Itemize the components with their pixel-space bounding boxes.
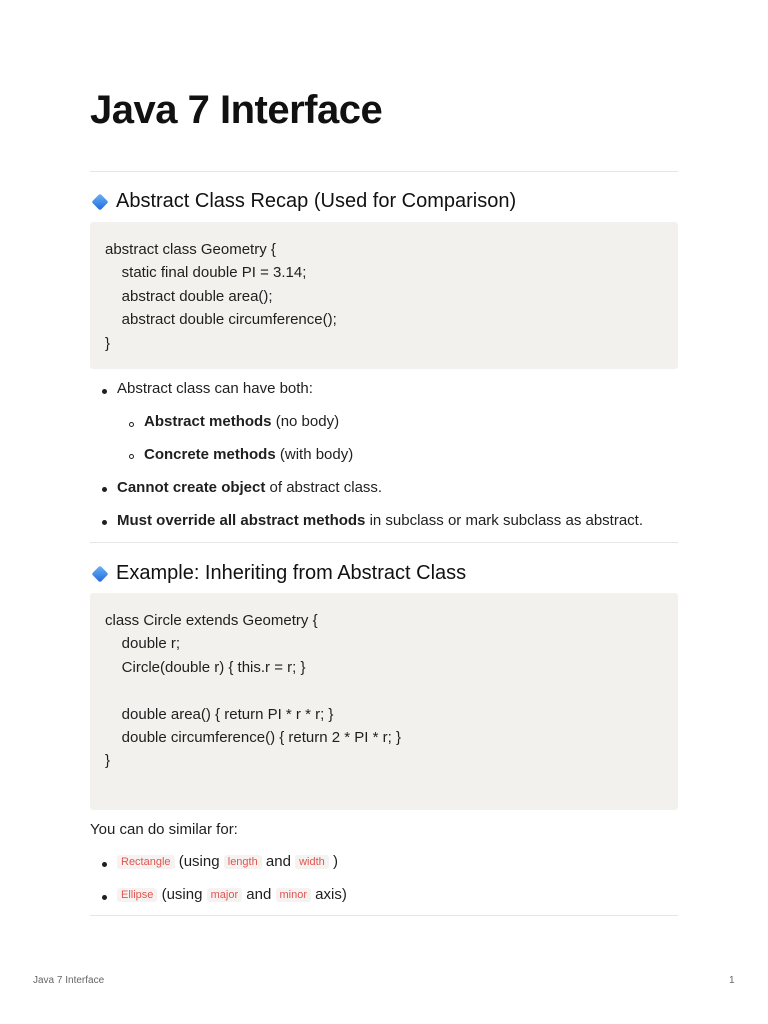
bullet-marker — [102, 389, 107, 394]
bullet-marker — [102, 895, 107, 900]
list-item-text: in subclass or mark subclass as abstract. — [365, 512, 644, 529]
inline-code: Rectangle — [117, 855, 175, 869]
footer-title: Java 7 Interface — [33, 975, 105, 986]
divider — [90, 915, 678, 916]
page-number: 1 — [729, 975, 735, 986]
inline-code: major — [207, 888, 243, 902]
paragraph-intro: You can do similar for: — [90, 821, 238, 838]
bold-text: Abstract methods — [144, 413, 272, 430]
list-item-text: and — [242, 886, 276, 903]
section-heading-text: Example: Inheriting from Abstract Class — [116, 562, 467, 584]
blue-diamond-icon — [90, 192, 110, 212]
list-item-text: (using — [157, 886, 207, 903]
code-block-geometry: abstract class Geometry { static final double PI = 3.14; abstract double area(); abstract double circumference(); } — [90, 222, 678, 369]
bullet-marker — [102, 862, 107, 867]
bold-text: Concrete methods — [144, 446, 276, 463]
bold-text: Must override all abstract methods — [117, 512, 366, 529]
list-item — [117, 886, 347, 903]
inline-code: width — [295, 855, 329, 869]
divider — [90, 171, 678, 172]
sub-bullet-marker — [129, 454, 134, 459]
bullet-marker — [102, 520, 107, 525]
list-item-text: axis) — [311, 886, 347, 903]
list-item-text: (with body) — [275, 446, 354, 463]
list-item-text: (no body) — [271, 413, 340, 430]
bullet-marker — [102, 487, 107, 492]
page-title: Java 7 Interface — [90, 88, 383, 132]
code-block-circle: class Circle extends Geometry { double r; Circle(double r) { this.r = r; } double area() { return PI * r * r; } double circumference() { return 2 * PI * r; } } — [90, 593, 678, 810]
list-item — [144, 446, 353, 463]
divider — [90, 542, 678, 543]
inline-code: length — [224, 855, 262, 869]
inline-code: Ellipse — [117, 888, 157, 902]
section-heading-text: Abstract Class Recap (Used for Comparison) — [116, 190, 517, 212]
list-item-text: of abstract class. — [265, 479, 383, 496]
list-item-text: ) — [328, 853, 338, 870]
bold-text: Cannot create object — [117, 479, 266, 496]
list-item: Abstract class can have both: — [117, 380, 313, 397]
section-heading-example — [90, 562, 466, 585]
list-item-text: and — [261, 853, 296, 870]
sub-bullet-marker — [129, 422, 134, 427]
section-heading-abstract-recap — [90, 190, 516, 213]
list-item — [117, 479, 382, 496]
blue-diamond-icon — [90, 564, 110, 584]
list-item — [117, 512, 643, 529]
list-item — [144, 413, 339, 430]
list-item — [117, 853, 338, 870]
list-item-text: (using — [174, 853, 224, 870]
inline-code: minor — [276, 888, 312, 902]
